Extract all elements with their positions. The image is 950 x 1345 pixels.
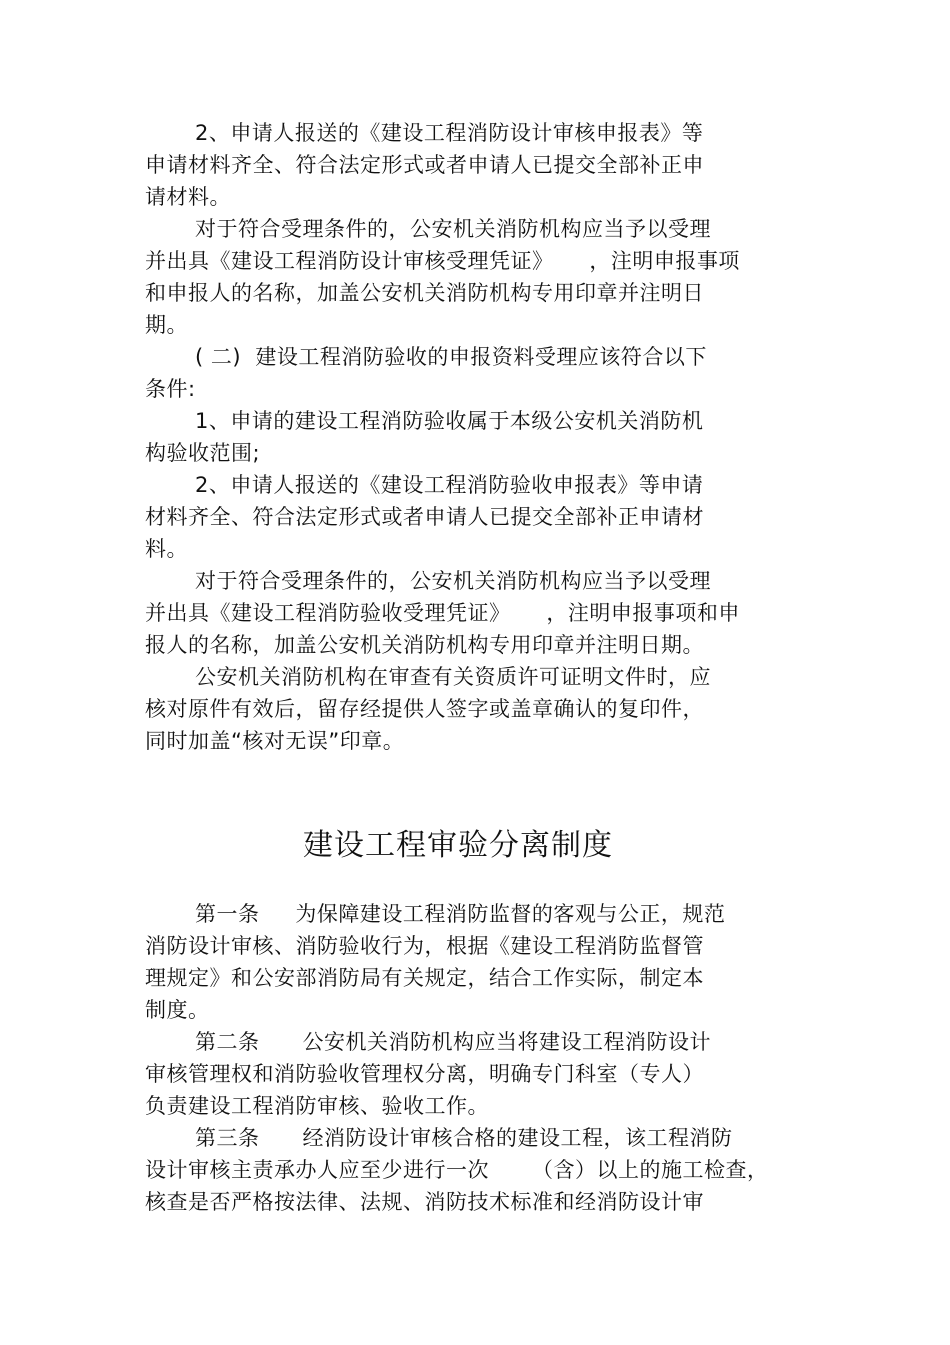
paragraph-line: 2、申请人报送的《建设工程消防验收申报表》等申请 (195, 473, 704, 497)
section-title: 建设工程审验分离制度 (303, 828, 613, 863)
article-line: 设计审核主责承办人应至少进行一次 （含）以上的施工检查， (145, 1158, 769, 1182)
article-line: 第一条 为保障建设工程消防监督的客观与公正，规范 (195, 902, 726, 926)
paragraph-line: 条件: (145, 377, 196, 401)
paragraph-line: 公安机关消防机构在审查有关资质许可证明文件时，应 (195, 665, 711, 689)
paragraph-line: 和申报人的名称，加盖公安机关消防机构专用印章并注明日 (145, 281, 704, 305)
article-line: 理规定》和公安部消防局有关规定，结合工作实际，制定本 (145, 966, 704, 990)
article-line: 第二条 公安机关消防机构应当将建设工程消防设计 (195, 1030, 712, 1054)
paragraph-line: 并出具《建设工程消防设计审核受理凭证》 ，注明申报事项 (145, 249, 740, 273)
paragraph-line: 核对原件有效后，留存经提供人签字或盖章确认的复印件， (145, 697, 704, 721)
paragraph-line: 对于符合受理条件的，公安机关消防机构应当予以受理 (195, 569, 711, 593)
paragraph-line: 2、申请人报送的《建设工程消防设计审核申报表》等 (195, 121, 704, 145)
article-line: 第三条 经消防设计审核合格的建设工程，该工程消防 (195, 1126, 733, 1150)
paragraph-line: 报人的名称，加盖公安机关消防机构专用印章并注明日期。 (145, 633, 704, 657)
paragraph-line: 构验收范围; (145, 441, 261, 465)
article-line: 消防设计审核、消防验收行为，根据《建设工程消防监督管 (145, 934, 704, 958)
paragraph-line: 并出具《建设工程消防验收受理凭证》 ，注明申报事项和申 (145, 601, 740, 625)
paragraph-line: 请材料。 (145, 185, 231, 209)
paragraph-line: 对于符合受理条件的，公安机关消防机构应当予以受理 (195, 217, 711, 241)
article-line: 制度。 (145, 998, 210, 1022)
paragraph-line: 期。 (145, 313, 188, 337)
paragraph-line: 同时加盖“核对无误”印章。 (145, 729, 405, 753)
article-line: 负责建设工程消防审核、验收工作。 (145, 1094, 489, 1118)
article-line: 核查是否严格按法律、法规、消防技术标准和经消防设计审 (145, 1190, 704, 1214)
paragraph-line: 料。 (145, 537, 188, 561)
paragraph-line: 申请材料齐全、符合法定形式或者申请人已提交全部补正申 (145, 153, 704, 177)
paragraph-line: ( 二) 建设工程消防验收的申报资料受理应该符合以下 (195, 345, 707, 369)
paragraph-line: 1、申请的建设工程消防验收属于本级公安机关消防机 (195, 409, 704, 433)
article-line: 审核管理权和消防验收管理权分离，明确专门科室（专人） (145, 1062, 704, 1086)
paragraph-line: 材料齐全、符合法定形式或者申请人已提交全部补正申请材 (145, 505, 704, 529)
